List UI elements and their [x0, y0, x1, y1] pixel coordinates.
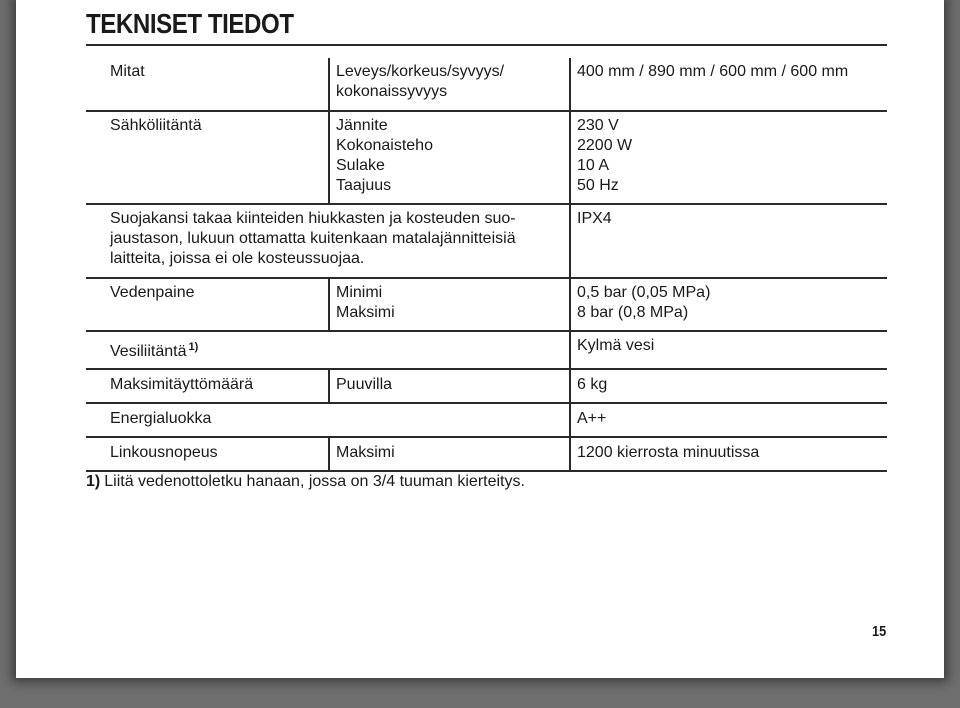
spec-value: 1200 kierrosta minuutissa — [577, 444, 760, 461]
table-row — [86, 332, 887, 370]
column-divider — [328, 58, 330, 110]
spec-value: IPX4 — [577, 210, 612, 227]
column-divider — [569, 112, 571, 203]
column-divider — [569, 58, 571, 110]
footnote-text: Liitä vedenottoletku hanaan, jossa on 3/4 tuuman kierteitys. — [104, 473, 525, 490]
spec-name: Mitat — [110, 63, 145, 80]
spec-parameter: Puuvilla — [336, 376, 393, 393]
table-row — [86, 370, 887, 404]
table-row — [86, 279, 887, 332]
column-divider — [328, 370, 330, 402]
table-row — [86, 438, 887, 472]
spec-value: 400 mm / 890 mm / 600 mm / 600 mm — [577, 63, 849, 80]
footnote-marker: 1) — [86, 473, 101, 490]
column-divider — [569, 438, 571, 470]
column-divider — [328, 279, 330, 330]
column-divider — [569, 370, 571, 402]
table-row — [86, 46, 887, 112]
column-divider — [569, 279, 571, 330]
spec-parameter: Leveys/korkeus/syvyys/ kokonaissyvyys — [336, 63, 505, 100]
page-title: TEKNISET TIEDOT — [86, 8, 294, 39]
table-row — [86, 404, 887, 438]
column-divider — [569, 332, 571, 368]
column-divider — [569, 205, 571, 277]
spec-value: Kylmä vesi — [577, 337, 655, 354]
footnote-reference: 1) — [188, 340, 199, 353]
spec-name: Sähköliitäntä — [110, 117, 202, 134]
table-row — [86, 205, 887, 279]
spec-parameter: Maksimi — [336, 444, 395, 461]
page-number: 15 — [872, 623, 887, 640]
spec-name: Vesiliitäntä $^{1)}$ — [110, 340, 199, 360]
document-page — [16, 0, 944, 678]
spec-name: Energialuokka — [110, 410, 212, 427]
spec-name: Linkousnopeus — [110, 444, 218, 461]
column-divider — [328, 438, 330, 470]
spec-parameter: Jännite Kokonaisteho Sulake Taajuus — [336, 117, 433, 194]
table-row — [86, 112, 887, 205]
spec-value: 230 V 2200 W 10 A 50 Hz — [577, 117, 633, 194]
column-divider — [328, 112, 330, 203]
footnote — [86, 472, 525, 492]
spec-value: 0,5 bar (0,05 MPa) 8 bar (0,8 MPa) — [577, 284, 711, 321]
spec-value: A++ — [577, 410, 607, 427]
spec-name: Maksimitäyttömäärä — [110, 376, 254, 393]
spec-description: Suojakansi takaa kiinteiden hiukkasten ja kosteuden suo- jaustason, lukuun ottamatta kuitenkaan matalajännitteisiä laitteita, joissa ei ole kosteussuojaa. — [110, 210, 516, 267]
spec-name: Vedenpaine — [110, 284, 195, 301]
spec-table — [86, 46, 887, 472]
spec-parameter: Minimi Maksimi — [336, 284, 395, 321]
spec-value: 6 kg — [577, 376, 608, 393]
column-divider — [569, 404, 571, 436]
